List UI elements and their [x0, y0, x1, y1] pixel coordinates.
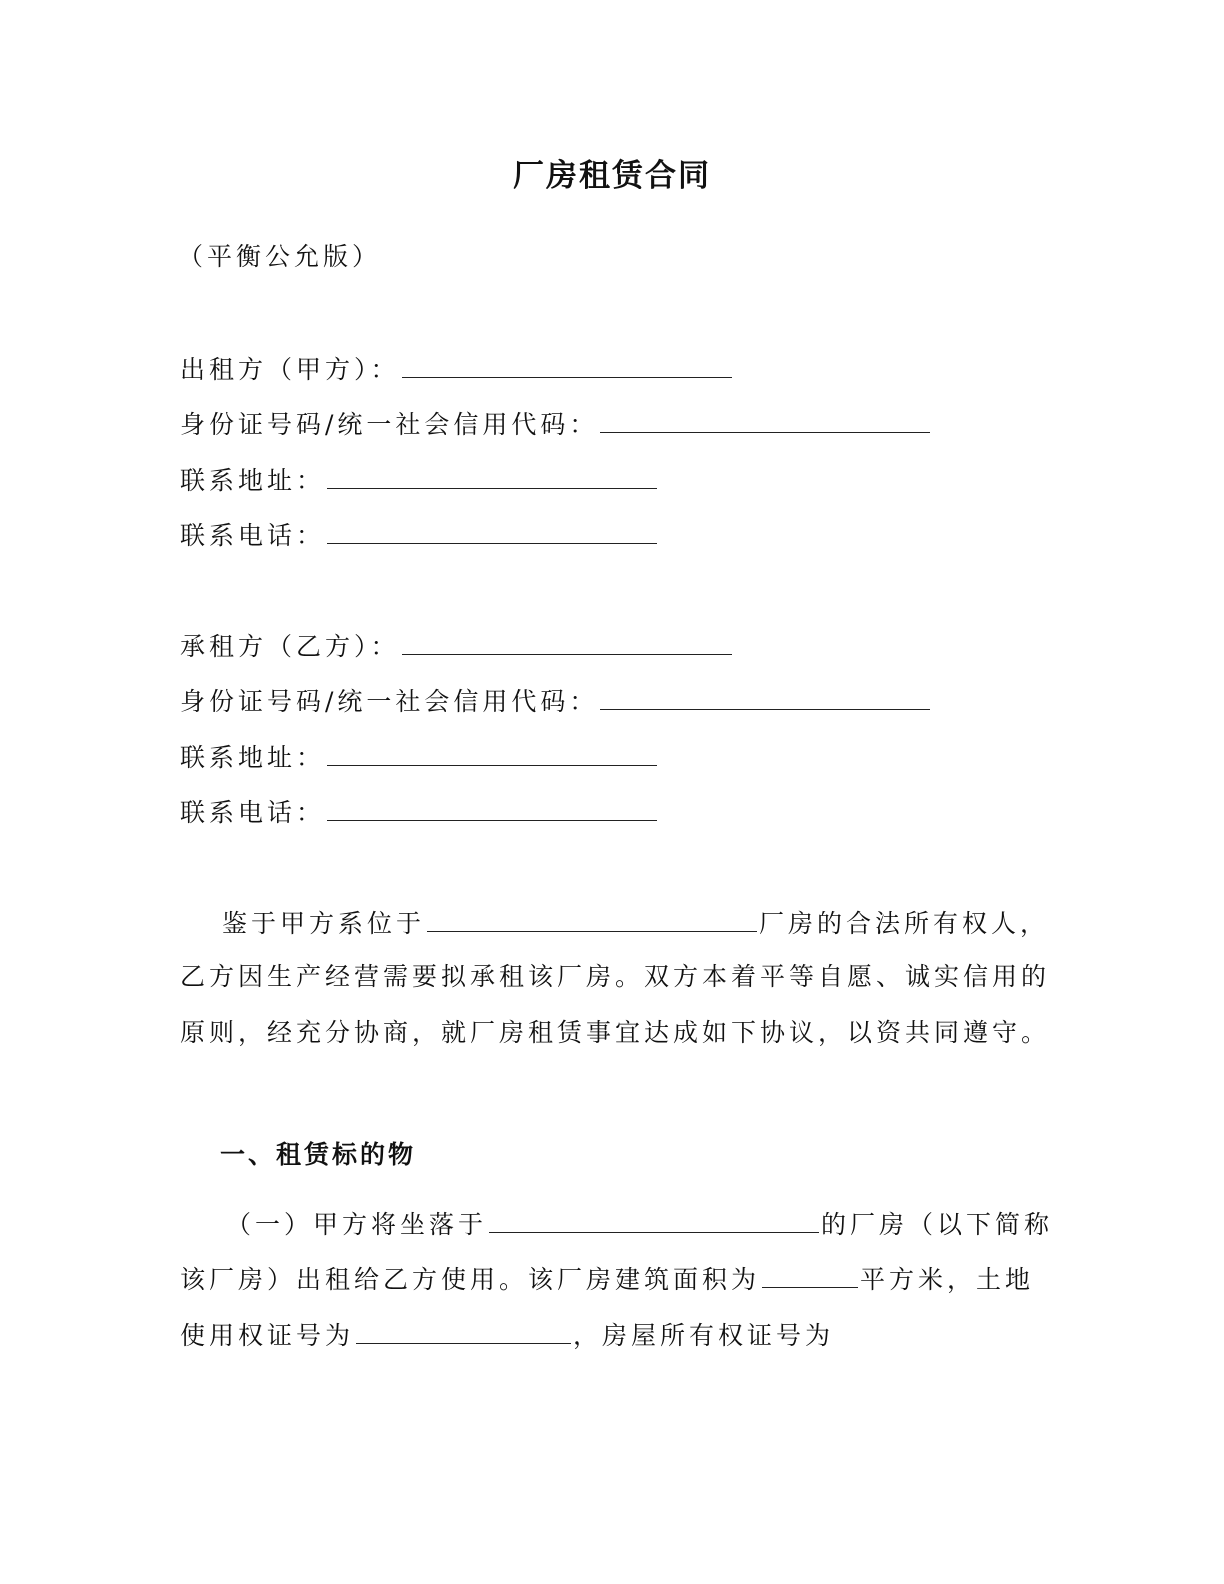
clause-1-text-2a: 该厂房）出租给乙方使用。该厂房建筑面积为 — [180, 1265, 761, 1294]
clause-1-text-3b: ，房屋所有权证号为 — [573, 1321, 835, 1350]
party-a-phone-label: 联系电话： — [180, 521, 326, 550]
party-b-name-blank[interactable] — [402, 630, 732, 655]
party-a-phone-row — [180, 519, 659, 551]
document-subtitle: （平衡公允版） — [178, 242, 382, 271]
party-b-address-row — [180, 741, 659, 773]
clause-1-text-1b: 的厂房（以下简称 — [821, 1210, 1054, 1239]
party-a-id-blank[interactable] — [600, 408, 930, 433]
party-b-id-blank[interactable] — [600, 685, 930, 710]
party-a-name-label: 出租方（甲方）： — [180, 355, 400, 384]
clause-1-land-cert-blank[interactable] — [356, 1319, 571, 1344]
party-b-phone-label: 联系电话： — [180, 798, 326, 827]
party-a-address-label: 联系地址： — [180, 466, 326, 495]
preamble-location-blank[interactable] — [427, 907, 757, 932]
party-a-address-row — [180, 464, 659, 496]
party-a-address-blank[interactable] — [327, 464, 657, 489]
preamble-text-1a: 鉴于甲方系位于 — [222, 909, 426, 938]
clause-1-location-blank[interactable] — [489, 1208, 819, 1233]
party-a-name-blank[interactable] — [402, 353, 732, 378]
party-a-id-row — [180, 408, 932, 440]
party-a-phone-blank[interactable] — [327, 519, 657, 544]
clause-1-area-blank[interactable] — [762, 1263, 858, 1288]
party-b-id-row — [180, 685, 932, 717]
clause-1-text-2b: 平方米，土地 — [860, 1265, 1035, 1294]
preamble-line-2: 乙方因生产经营需要拟承租该厂房。双方本着平等自愿、诚实信用的 — [180, 962, 1051, 991]
party-b-phone-blank[interactable] — [327, 796, 657, 821]
party-b-address-label: 联系地址： — [180, 743, 326, 772]
party-b-name-label: 承租方（乙方）： — [180, 632, 400, 661]
party-b-id-label: 身份证号码/统一社会信用代码： — [180, 687, 599, 716]
section-1-clause-line-2 — [180, 1263, 1034, 1295]
clause-1-text-1a: （一）甲方将坐落于 — [226, 1210, 488, 1239]
preamble-line-1 — [222, 907, 1049, 939]
preamble-text-1b: 厂房的合法所有权人， — [759, 909, 1050, 938]
party-b-name-row — [180, 630, 734, 662]
preamble-line-3: 原则，经充分协商，就厂房租赁事宜达成如下协议，以资共同遵守。 — [180, 1018, 1051, 1047]
party-a-name-row — [180, 353, 734, 385]
party-a-id-label: 身份证号码/统一社会信用代码： — [180, 410, 599, 439]
section-1-clause-line-3 — [180, 1319, 834, 1351]
document-title: 厂房租赁合同 — [513, 158, 711, 194]
section-1-clause-line-1 — [226, 1208, 1053, 1240]
clause-1-text-3a: 使用权证号为 — [180, 1321, 355, 1350]
party-b-phone-row — [180, 796, 659, 828]
section-1-heading: 一、租赁标的物 — [220, 1140, 417, 1169]
party-b-address-blank[interactable] — [327, 741, 657, 766]
